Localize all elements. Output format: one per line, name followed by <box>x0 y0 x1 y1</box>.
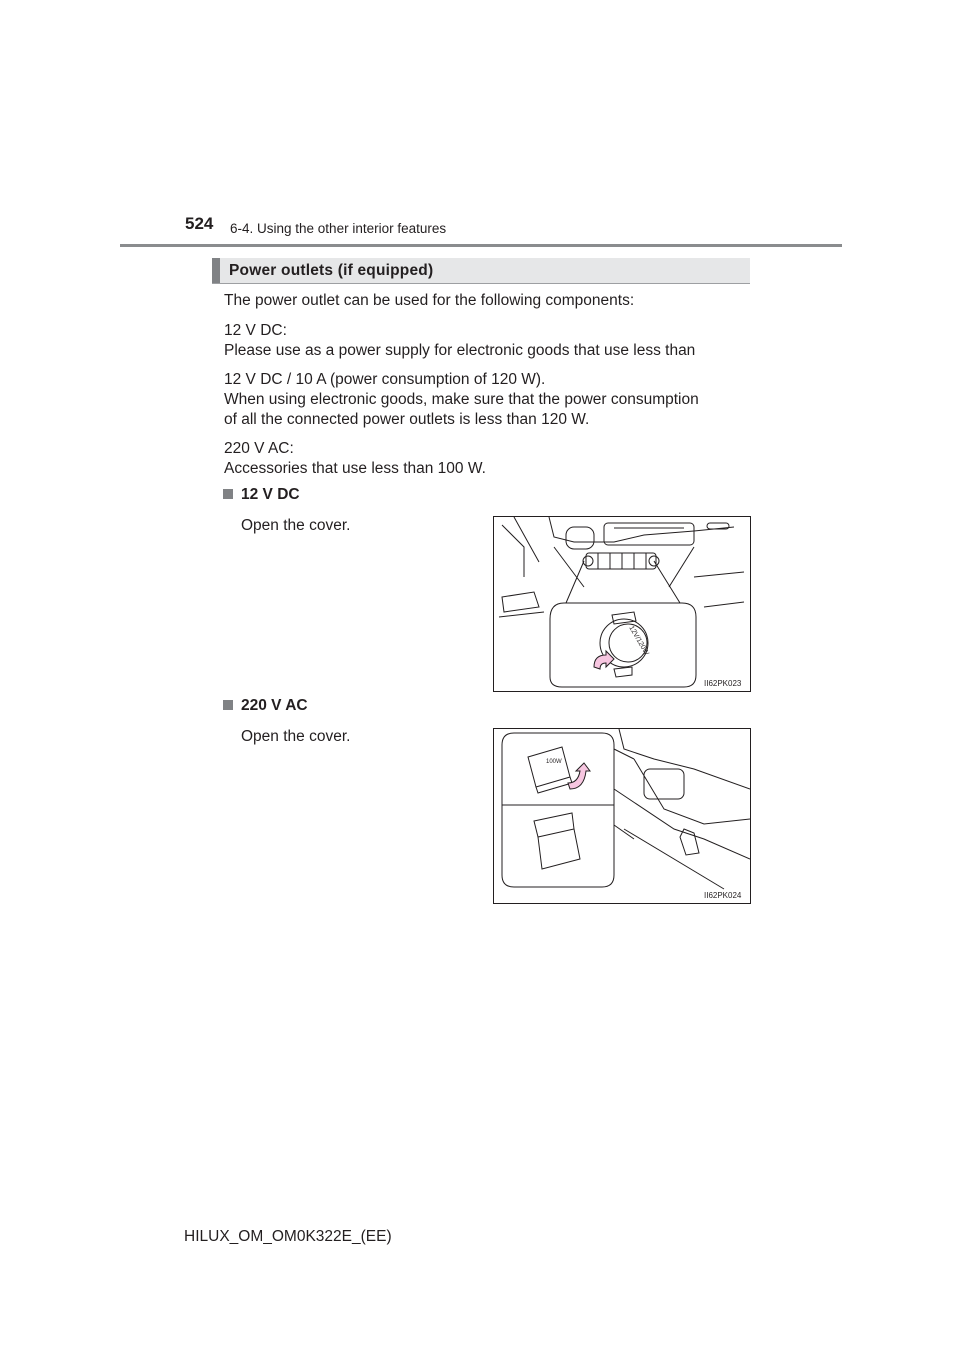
subsection-12v-title: 12 V DC <box>223 486 300 504</box>
page-number: 524 <box>185 214 214 233</box>
dc-line-3: When using electronic goods, make sure that the power consumption <box>224 391 699 408</box>
header-rule <box>120 244 842 247</box>
outlet-220v-label: 100W <box>546 759 562 765</box>
heading-box <box>212 258 750 284</box>
figure-12v-drawing <box>494 517 750 691</box>
dc-line-4: of all the connected power outlets is less than 120 W. <box>224 411 590 428</box>
subsection-220v-instruction: Open the cover. <box>241 728 351 745</box>
dc-line-1: Please use as a power supply for electronic goods that use less than <box>224 342 696 359</box>
figure-220v-code: II62PK024 <box>704 891 742 900</box>
subsection-220v-title: 220 V AC <box>223 697 308 715</box>
bullet-square-icon <box>223 700 233 710</box>
figure-12v-outlet <box>493 516 751 692</box>
figure-12v-code: II62PK023 <box>704 679 742 688</box>
figure-220v-drawing <box>494 729 750 903</box>
heading-text: Power outlets (if equipped) <box>229 262 434 279</box>
dc-label: 12 V DC: <box>224 322 287 339</box>
heading-bar <box>212 258 220 283</box>
outlet-12v-label: 12V/120W <box>627 624 650 657</box>
footer-code: HILUX_OM_OM0K322E_(EE) <box>184 1228 392 1245</box>
intro-text: The power outlet can be used for the following components: <box>224 292 635 309</box>
ac-label: 220 V AC: <box>224 440 294 457</box>
bullet-square-icon <box>223 489 233 499</box>
figure-220v-outlet <box>493 728 751 904</box>
dc-line-2: 12 V DC / 10 A (power consumption of 120 W). <box>224 371 546 388</box>
section-title: 6-4. Using the other interior features <box>230 221 447 236</box>
subsection-12v-instruction: Open the cover. <box>241 517 351 534</box>
ac-line-1: Accessories that use less than 100 W. <box>224 460 486 477</box>
